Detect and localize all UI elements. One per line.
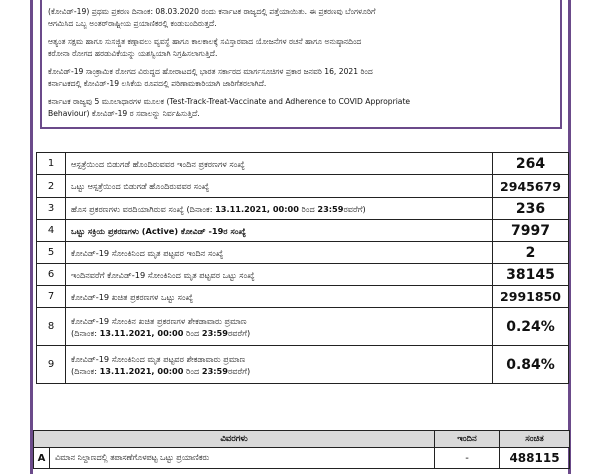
table-row (37, 346, 569, 384)
row-description: ಆಸ್ಪತ್ರೆಯಿಂದ ಬಿಡುಗಡೆ ಹೊಂದಿರುವವರ ಇಂದಿನ ಪ್ರಕರಣಗಳ ಸಂಖ್ಯೆ (66, 153, 493, 175)
row-number: 1 (37, 153, 66, 175)
row-value: 7997 (493, 220, 569, 242)
intro-line: ಕರ್ನಾಟಕ ರಾಜ್ಯವು 5 ಮೂಲಾಧಾರಗಳ ಮೂಲಕ (Test-Track-Treat-Vaccinate and Adherence to COVID Appropriate (48, 97, 411, 106)
desc-time: 23:59 (201, 365, 228, 376)
table-row (37, 198, 569, 220)
table-header-row (34, 431, 570, 448)
row-label: A (34, 448, 50, 469)
desc-date: 13.11.2021, 00:00 (215, 203, 299, 214)
row-number: 8 (37, 308, 66, 346)
metrics-table (36, 152, 569, 384)
table-row (37, 220, 569, 242)
table-row (37, 308, 569, 346)
lower-table (33, 430, 570, 469)
row-description: ಕೋವಿಡ್-19 ಖಚಿತ ಪ್ರಕರಣಗಳ ಒಟ್ಟು ಸಂಖ್ಯೆ (66, 286, 493, 308)
row-number: 2 (37, 175, 66, 198)
desc-date: 13.11.2021, 00:00 (99, 365, 184, 376)
row-today: - (435, 448, 500, 469)
desc-line (71, 365, 492, 377)
desc-text: ರಿಂದ (183, 365, 202, 376)
intro-box (40, 0, 562, 129)
table-row (37, 286, 569, 308)
row-description: ಕೋವಿಡ್-19 ಸೋಂಕಿನಿಂದ ಮೃತ ಪಟ್ಟವರ ಇಂದಿನ ಸಂಖ್ಯೆ (66, 242, 493, 264)
intro-line: (ಕೋವಿಡ್-19) ಪ್ರಥಮ ಪ್ರಕರಣ ದಿನಾಂಕ: 08.03.2020 ರಂದು ಕರ್ನಾಟಕ ರಾಜ್ಯದಲ್ಲಿ ಪತ್ತೆಯಾಯಿತು. ಈ ಪ್ರಕರಣವು ಬೆಂಗಳೂರಿಗೆ (48, 7, 376, 16)
row-value: 2991850 (493, 286, 569, 308)
row-number: 4 (37, 220, 66, 242)
header-details: ವಿವರಗಳು (34, 431, 435, 448)
row-value: 488115 (500, 448, 570, 469)
intro-line: ಆಗಮಿಸಿದ ಒಬ್ಬ ಅಂತರ್‌ರಾಷ್ಟ್ರೀಯ ಪ್ರಯಾಣಿಕರಲ್ಲಿ ಕಂಡುಬಂದಿರುತ್ತದೆ. (48, 19, 217, 28)
intro-line: ಕರ್ನಾಟಕದಲ್ಲಿ ಕೋವಿಡ್-19 ಲಸಿಕೆಯ ರೂಪದಲ್ಲಿ ಪರಿಣಾಮಕಾರಿಯಾಗಿ ಜಾರಿಗೆತರಲಾಗಿದೆ. (48, 79, 267, 88)
desc-text: ರಿಂದ (183, 327, 202, 338)
desc-text: ರವರೆಗೆ) (227, 327, 251, 338)
row-description: ಇಂದಿನವರೆಗೆ ಕೋವಿಡ್-19 ಸೋಂಕಿನಿಂದ ಮೃತ ಪಟ್ಟವರ ಒಟ್ಟು ಸಂಖ್ಯೆ (66, 264, 493, 286)
desc-text: ರವರೆಗೆ) (227, 365, 251, 376)
row-value: 2945679 (493, 175, 569, 198)
row-number: 5 (37, 242, 66, 264)
row-description (66, 346, 493, 384)
intro-line: ಕೋವಿಡ್-19 ಸಾಂಕ್ರಾಮಿಕ ರೋಗದ ವಿರುದ್ಧದ ಹೋರಾಟದಲ್ಲಿ ಭಾರತ ಸರ್ಕಾರದ ಮಾರ್ಗಸೂಚಿಗಳ ಪ್ರಕಾರ ಜನವರಿ 16, 2021 ರಿಂದ (48, 67, 373, 76)
desc-time: 23:59 (317, 203, 344, 214)
desc-text: ರವರೆಗೆ) (343, 203, 366, 214)
row-number: 3 (37, 198, 66, 220)
intro-line: ಆತ್ಯಂತ ಸಕ್ಷಮ ಹಾಗೂ ಸುಸಜ್ಜಿತ ಕಣ್ಗಾವಲು ವ್ಯವಸ್ಥೆ ಹಾಗೂ ಕಾಲಕಾಲಕ್ಕೆ ಸವಿಸ್ತಾರವಾದ ಯೋಜನೆಗಳ ರಚನೆ ಹಾಗೂ ಅನುಷ್ಠಾನದಿಂದ (48, 37, 362, 46)
header-today: ಇಂದಿನ (435, 431, 500, 448)
row-description (66, 198, 493, 220)
table-row (34, 448, 570, 469)
row-number: 7 (37, 286, 66, 308)
table-row (37, 264, 569, 286)
desc-date: 13.11.2021, 00:00 (99, 327, 184, 338)
desc-text: ರಿಂದ (298, 203, 318, 214)
desc-text: ಹೊಸ ಪ್ರಕರಣಗಳು ವರದಿಯಾಗಿರುವ ಸಂಖ್ಯೆ (ದಿನಾಂಕ: (71, 203, 216, 214)
intro-line: Behaviour) ಕೋವಿಡ್-19 ರ ಸವಾಲನ್ನು ನಿರ್ವಹಿಸುತ್ತಿದೆ. (48, 109, 200, 118)
row-value: 264 (493, 153, 569, 175)
desc-line (71, 327, 492, 339)
table-row (37, 242, 569, 264)
desc-line: ಕೋವಿಡ್-19 ಸೋಂಕಿನಿಂದ ಮೃತ ಪಟ್ಟವರ ಶೇಕಡಾವಾರು ಪ್ರಮಾಣ (71, 353, 246, 364)
row-value: 38145 (493, 264, 569, 286)
row-description: ಒಟ್ಟು ಆಸ್ಪತ್ರೆಯಿಂದ ಬಿಡುಗಡೆ ಹೊಂದಿರುವವರ ಸಂಖ್ಯೆ (66, 175, 493, 198)
row-number: 6 (37, 264, 66, 286)
desc-text: (ದಿನಾಂಕ: (71, 327, 100, 338)
row-description (66, 308, 493, 346)
row-description: ಒಟ್ಟು ಸಕ್ರಿಯ ಪ್ರಕರಣಗಳು (Active) ಕೋವಿಡ್ -19ರ ಸಂಖ್ಯೆ (66, 220, 493, 242)
table-row (37, 175, 569, 198)
table-row (37, 153, 569, 175)
desc-time: 23:59 (201, 327, 228, 338)
desc-text: (ದಿನಾಂಕ: (71, 365, 100, 376)
row-value: 0.84% (493, 346, 569, 384)
row-value: 2 (493, 242, 569, 264)
header-count: ಸಂಚಿತ (500, 431, 570, 448)
intro-line: ಕರೋನಾ ರೋಗದ ಹರಡುವಿಕೆಯನ್ನು ಯಶಸ್ವಿಯಾಗಿ ನಿಗ್ರಹಿಸಲಾಗುತ್ತಿದೆ. (48, 49, 218, 58)
row-value: 236 (493, 198, 569, 220)
row-description: ವಿಮಾನ ನಿಲ್ದಾಣದಲ್ಲಿ ತಪಾಸಣೆಗೊಳಪಟ್ಟ ಒಟ್ಟು ಪ್ರಯಾಣಿಕರು (50, 448, 435, 469)
row-value: 0.24% (493, 308, 569, 346)
desc-line: ಕೋವಿಡ್-19 ಸೋಂಕಿನ ಖಚಿತ ಪ್ರಕರಣಗಳ ಶೇಕಡಾವಾರು ಪ್ರಮಾಣ (71, 315, 247, 326)
row-number: 9 (37, 346, 66, 384)
